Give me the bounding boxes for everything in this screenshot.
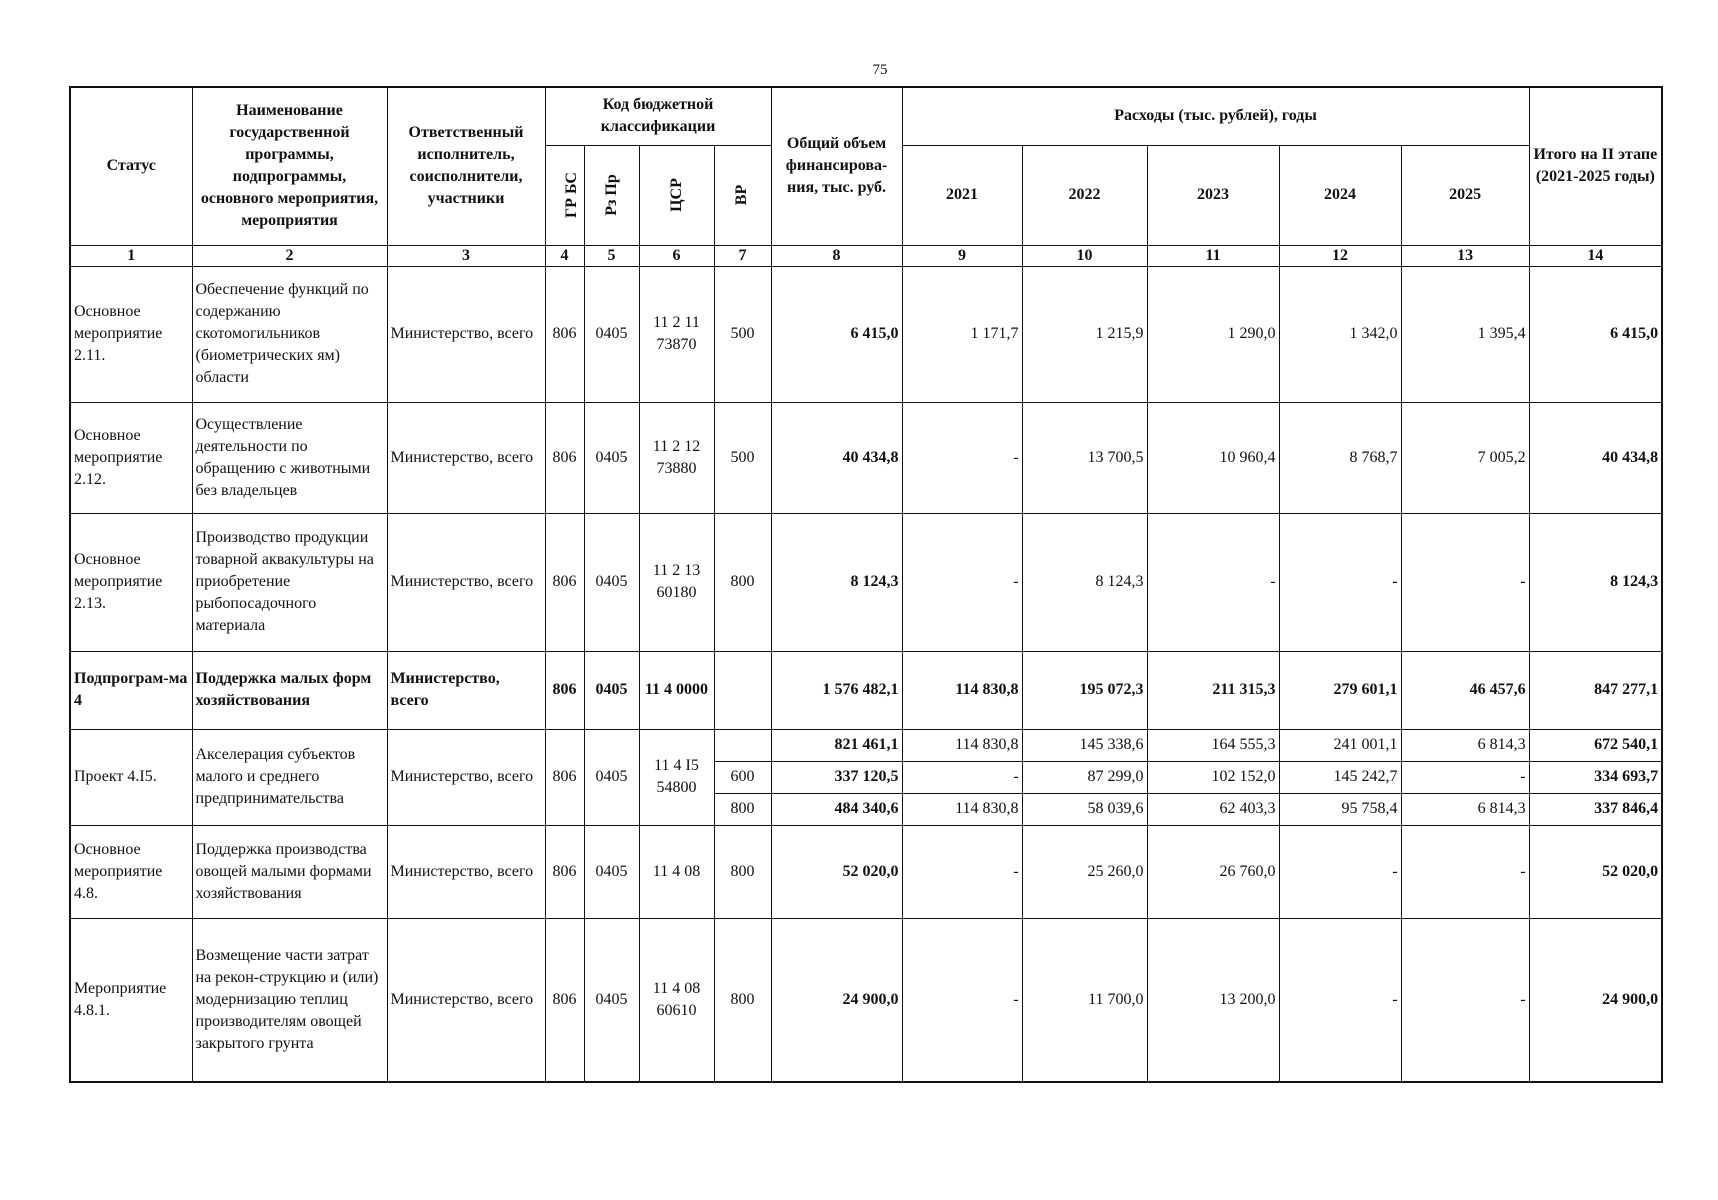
col-num: 2 [192,245,387,266]
header-rzpr: Рз Пр [584,145,639,245]
header-grbs: ГР БС [545,145,584,245]
table-row-project [70,729,1662,761]
row-2021: - [902,513,1022,651]
row-2024: - [1279,918,1401,1082]
col-num: 5 [584,245,639,266]
table-row [70,918,1662,1082]
row-2024: - [1279,825,1401,918]
row-name: Возмещение части затрат на рекон-струкцию и (или) модернизацию теплиц производителям овощей закрытого грунта [192,918,387,1082]
header-itogo: Итого на II этапе (2021-2025 годы) [1529,87,1662,245]
col-num: 13 [1401,245,1529,266]
row-2024: 1 342,0 [1279,266,1401,402]
header-2023: 2023 [1147,145,1279,245]
row-2025: - [1401,825,1529,918]
row-2024: 8 768,7 [1279,402,1401,513]
row-status: Основное мероприятие 4.8. [70,825,192,918]
col-num: 1 [70,245,192,266]
row-itogo: 24 900,0 [1529,918,1662,1082]
row-itogo: 672 540,1 [1529,729,1662,761]
row-vr: 500 [714,266,771,402]
row-2021: - [902,402,1022,513]
row-2022: 8 124,3 [1022,513,1147,651]
row-name: Производство продукции товарной аквакультуры на приобретение рыбопосадочного материала [192,513,387,651]
row-2022: 195 072,3 [1022,651,1147,729]
row-itogo: 847 277,1 [1529,651,1662,729]
row-2022: 1 215,9 [1022,266,1147,402]
row-rzpr: 0405 [584,825,639,918]
row-total: 1 576 482,1 [771,651,902,729]
row-2022: 145 338,6 [1022,729,1147,761]
row-2025: - [1401,761,1529,793]
row-2025: 6 814,3 [1401,729,1529,761]
header-responsible: Ответственный исполнитель, соисполнители, участники [387,87,545,245]
row-2023: 13 200,0 [1147,918,1279,1082]
row-grbs: 806 [545,651,584,729]
row-2023: 10 960,4 [1147,402,1279,513]
row-responsible: Министерство, всего [387,729,545,825]
row-csr: 11 4 08 [639,825,714,918]
row-2024: 95 758,4 [1279,793,1401,825]
header-2021: 2021 [902,145,1022,245]
header-2024: 2024 [1279,145,1401,245]
row-2025: 7 005,2 [1401,402,1529,513]
row-2023: 164 555,3 [1147,729,1279,761]
row-2025: 1 395,4 [1401,266,1529,402]
row-name: Поддержка производства овощей малыми формами хозяйствования [192,825,387,918]
row-grbs: 806 [545,402,584,513]
row-status: Основное мероприятие 2.12. [70,402,192,513]
col-num: 11 [1147,245,1279,266]
row-2024: 279 601,1 [1279,651,1401,729]
row-total: 821 461,1 [771,729,902,761]
header-csr: ЦСР [639,145,714,245]
row-grbs: 806 [545,729,584,825]
row-responsible: Министерство, всего [387,266,545,402]
row-2021: - [902,761,1022,793]
row-itogo: 8 124,3 [1529,513,1662,651]
row-rzpr: 0405 [584,402,639,513]
row-total: 8 124,3 [771,513,902,651]
row-itogo: 52 020,0 [1529,825,1662,918]
column-number-row [70,245,1662,266]
row-2021: 114 830,8 [902,793,1022,825]
row-csr: 11 4 I5 54800 [639,729,714,825]
header-2022: 2022 [1022,145,1147,245]
row-grbs: 806 [545,513,584,651]
row-total: 40 434,8 [771,402,902,513]
row-rzpr: 0405 [584,729,639,825]
row-2023: 211 315,3 [1147,651,1279,729]
row-vr: 500 [714,402,771,513]
col-num: 7 [714,245,771,266]
col-num: 6 [639,245,714,266]
row-2021: - [902,918,1022,1082]
row-responsible: Министерство, всего [387,402,545,513]
row-itogo: 334 693,7 [1529,761,1662,793]
row-rzpr: 0405 [584,651,639,729]
row-rzpr: 0405 [584,513,639,651]
row-total: 484 340,6 [771,793,902,825]
row-total: 24 900,0 [771,918,902,1082]
row-grbs: 806 [545,266,584,402]
row-csr: 11 2 11 73870 [639,266,714,402]
row-name: Акселерация субъектов малого и среднего предпринимательства [192,729,387,825]
header-2025: 2025 [1401,145,1529,245]
row-csr: 11 2 12 73880 [639,402,714,513]
row-name: Осуществление деятельности по обращению с животными без владельцев [192,402,387,513]
row-itogo: 40 434,8 [1529,402,1662,513]
row-itogo: 337 846,4 [1529,793,1662,825]
row-2021: - [902,825,1022,918]
row-name: Обеспечение функций по содержанию скотомогильников (биометрических ям) области [192,266,387,402]
row-grbs: 806 [545,918,584,1082]
header-name: Наименование государственной программы, подпрограммы, основного мероприятия, мероприятия [192,87,387,245]
row-csr: 11 2 13 60180 [639,513,714,651]
row-2021: 1 171,7 [902,266,1022,402]
row-itogo: 6 415,0 [1529,266,1662,402]
header-vr: ВР [714,145,771,245]
row-responsible: Министерство, всего [387,918,545,1082]
row-2022: 11 700,0 [1022,918,1147,1082]
table-row [70,825,1662,918]
row-responsible: Министерство, всего [387,651,545,729]
row-csr: 11 4 0000 [639,651,714,729]
row-total: 337 120,5 [771,761,902,793]
row-status: Мероприятие 4.8.1. [70,918,192,1082]
budget-table [69,86,1663,1083]
row-2024: 145 242,7 [1279,761,1401,793]
row-2023: 62 403,3 [1147,793,1279,825]
row-status: Подпрограм-ма 4 [70,651,192,729]
col-num: 9 [902,245,1022,266]
col-num: 3 [387,245,545,266]
row-2025: 46 457,6 [1401,651,1529,729]
row-status: Основное мероприятие 2.13. [70,513,192,651]
row-2023: - [1147,513,1279,651]
row-responsible: Министерство, всего [387,513,545,651]
row-status: Проект 4.I5. [70,729,192,825]
row-rzpr: 0405 [584,918,639,1082]
row-vr [714,651,771,729]
table-row-subprogram [70,651,1662,729]
header-total: Общий объем финансирова-ния, тыс. руб. [771,87,902,245]
row-2022: 87 299,0 [1022,761,1147,793]
page-number: 75 [872,62,888,78]
table-row [70,513,1662,651]
col-num: 4 [545,245,584,266]
row-total: 52 020,0 [771,825,902,918]
row-2022: 13 700,5 [1022,402,1147,513]
row-2025: 6 814,3 [1401,793,1529,825]
row-2025: - [1401,513,1529,651]
header-expenses: Расходы (тыс. рублей), годы [902,87,1529,145]
row-2022: 58 039,6 [1022,793,1147,825]
row-2021: 114 830,8 [902,651,1022,729]
row-vr: 800 [714,513,771,651]
table-row [70,266,1662,402]
row-2024: - [1279,513,1401,651]
row-2023: 102 152,0 [1147,761,1279,793]
row-grbs: 806 [545,825,584,918]
row-vr: 800 [714,918,771,1082]
row-2021: 114 830,8 [902,729,1022,761]
row-2022: 25 260,0 [1022,825,1147,918]
row-2024: 241 001,1 [1279,729,1401,761]
row-2023: 1 290,0 [1147,266,1279,402]
col-num: 12 [1279,245,1401,266]
col-num: 8 [771,245,902,266]
row-total: 6 415,0 [771,266,902,402]
col-num: 10 [1022,245,1147,266]
row-rzpr: 0405 [584,266,639,402]
col-num: 14 [1529,245,1662,266]
header-code-group: Код бюджетной классификации [545,87,771,145]
table-row [70,402,1662,513]
row-status: Основное мероприятие 2.11. [70,266,192,402]
header-row-1 [70,87,1662,145]
row-csr: 11 4 08 60610 [639,918,714,1082]
row-2025: - [1401,918,1529,1082]
header-status: Статус [70,87,192,245]
row-vr [714,729,771,761]
row-vr: 800 [714,825,771,918]
row-2023: 26 760,0 [1147,825,1279,918]
row-name: Поддержка малых форм хозяйствования [192,651,387,729]
row-vr: 800 [714,793,771,825]
row-responsible: Министерство, всего [387,825,545,918]
row-vr: 600 [714,761,771,793]
